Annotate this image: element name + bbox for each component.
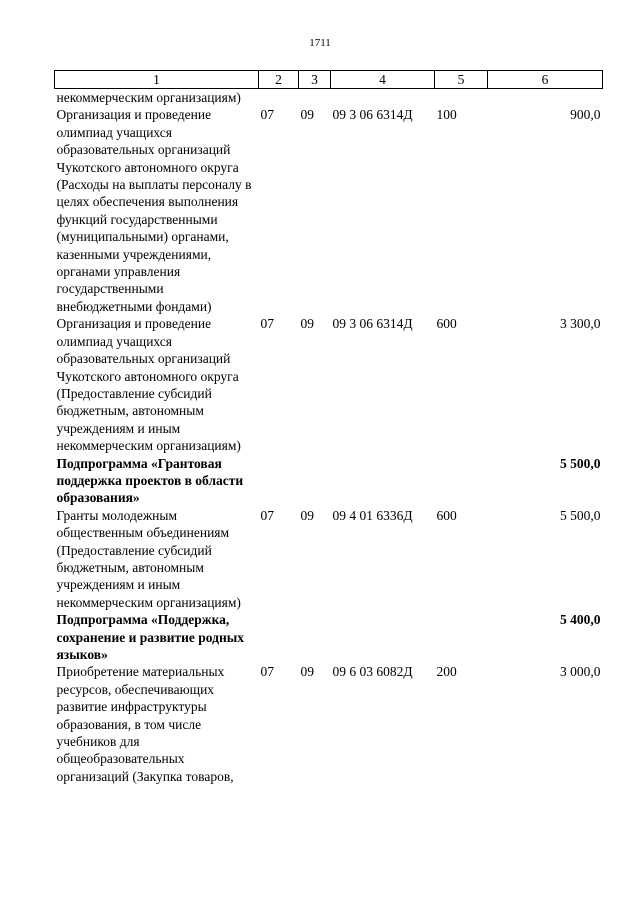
row-amount: 900,0: [570, 107, 601, 123]
row-target-article: [331, 455, 435, 507]
row-name: Подпрограмма «Поддержка, сохранение и развитие родных языков»: [56, 612, 245, 662]
row-name: Подпрограмма «Грантовая поддержка проектов в области образования»: [56, 455, 244, 506]
row-name: Организация и проведение олимпиад учащихся образовательных организаций Чукотского автономного округа (Предоставление субсидий бюджетным, автономным учреждениям и иным некоммерческим организациям): [56, 316, 241, 454]
column-header-4: 4: [331, 71, 435, 89]
row-subsection: [299, 89, 331, 107]
row-subsection: 09: [300, 107, 314, 123]
page-number: 1711: [309, 37, 331, 49]
table-row-subprogram: [55, 611, 603, 663]
row-name: Организация и проведение олимпиад учащихся образовательных организаций Чукотского автономного округа (Расходы на выплаты персоналу в целях обеспечения выполнения функций государственными (муниципальными) органами, казенными учреждениями, органами управления государственными внебюджетными фондами): [56, 107, 252, 314]
row-subsection: [299, 611, 331, 663]
column-header-1: 1: [55, 71, 259, 89]
table-row: [55, 507, 603, 611]
row-expense-type: 100: [436, 107, 457, 123]
row-name: некоммерческим организациям): [56, 90, 241, 105]
row-amount: 5 500,0: [560, 507, 601, 523]
row-subsection: [299, 455, 331, 507]
row-name: Приобретение материальных ресурсов, обеспечивающих развитие инфраструктуры образования, в том числе учебников для общеобразовательных организаций (Закупка товаров,: [56, 664, 234, 784]
row-target-article: 09 4 01 6336Д: [332, 507, 413, 523]
row-section: 07: [260, 507, 274, 523]
row-subsection: 09: [300, 316, 314, 332]
table-row: [55, 663, 603, 785]
table-row: [55, 315, 603, 454]
table-row-subprogram: [55, 455, 603, 507]
row-amount: 5 500,0: [560, 455, 601, 471]
table-row: [55, 106, 603, 315]
row-subsection: 09: [300, 664, 314, 680]
row-target-article: [331, 611, 435, 663]
row-amount: 5 400,0: [560, 612, 601, 628]
row-expense-type: 600: [436, 316, 457, 332]
row-section: [259, 455, 299, 507]
column-header-2: 2: [259, 71, 299, 89]
row-section: [259, 89, 299, 107]
column-header-6: 6: [488, 71, 603, 89]
row-amount: 3 300,0: [560, 316, 601, 332]
row-expense-type: [435, 455, 488, 507]
row-section: 07: [260, 664, 274, 680]
row-target-article: 09 3 06 6314Д: [332, 316, 413, 332]
row-expense-type: [435, 89, 488, 107]
row-section: [259, 611, 299, 663]
column-header-5: 5: [435, 71, 488, 89]
row-amount: 3 000,0: [560, 664, 601, 680]
row-section: 07: [260, 316, 274, 332]
budget-table: [54, 70, 603, 785]
row-expense-type: 600: [436, 507, 457, 523]
column-header-3: 3: [299, 71, 331, 89]
row-target-article: 09 3 06 6314Д: [332, 107, 413, 123]
row-amount: [488, 89, 603, 107]
row-expense-type: 200: [436, 664, 457, 680]
row-expense-type: [435, 611, 488, 663]
row-subsection: 09: [300, 507, 314, 523]
table-row: [55, 89, 603, 107]
table-header-row: [55, 71, 603, 89]
row-name: Гранты молодежным общественным объединениям (Предоставление субсидий бюджетным, автономным учреждениям и иным некоммерческим организациям): [56, 507, 241, 610]
row-section: 07: [260, 107, 274, 123]
row-target-article: 09 6 03 6082Д: [332, 664, 413, 680]
row-target-article: [331, 89, 435, 107]
